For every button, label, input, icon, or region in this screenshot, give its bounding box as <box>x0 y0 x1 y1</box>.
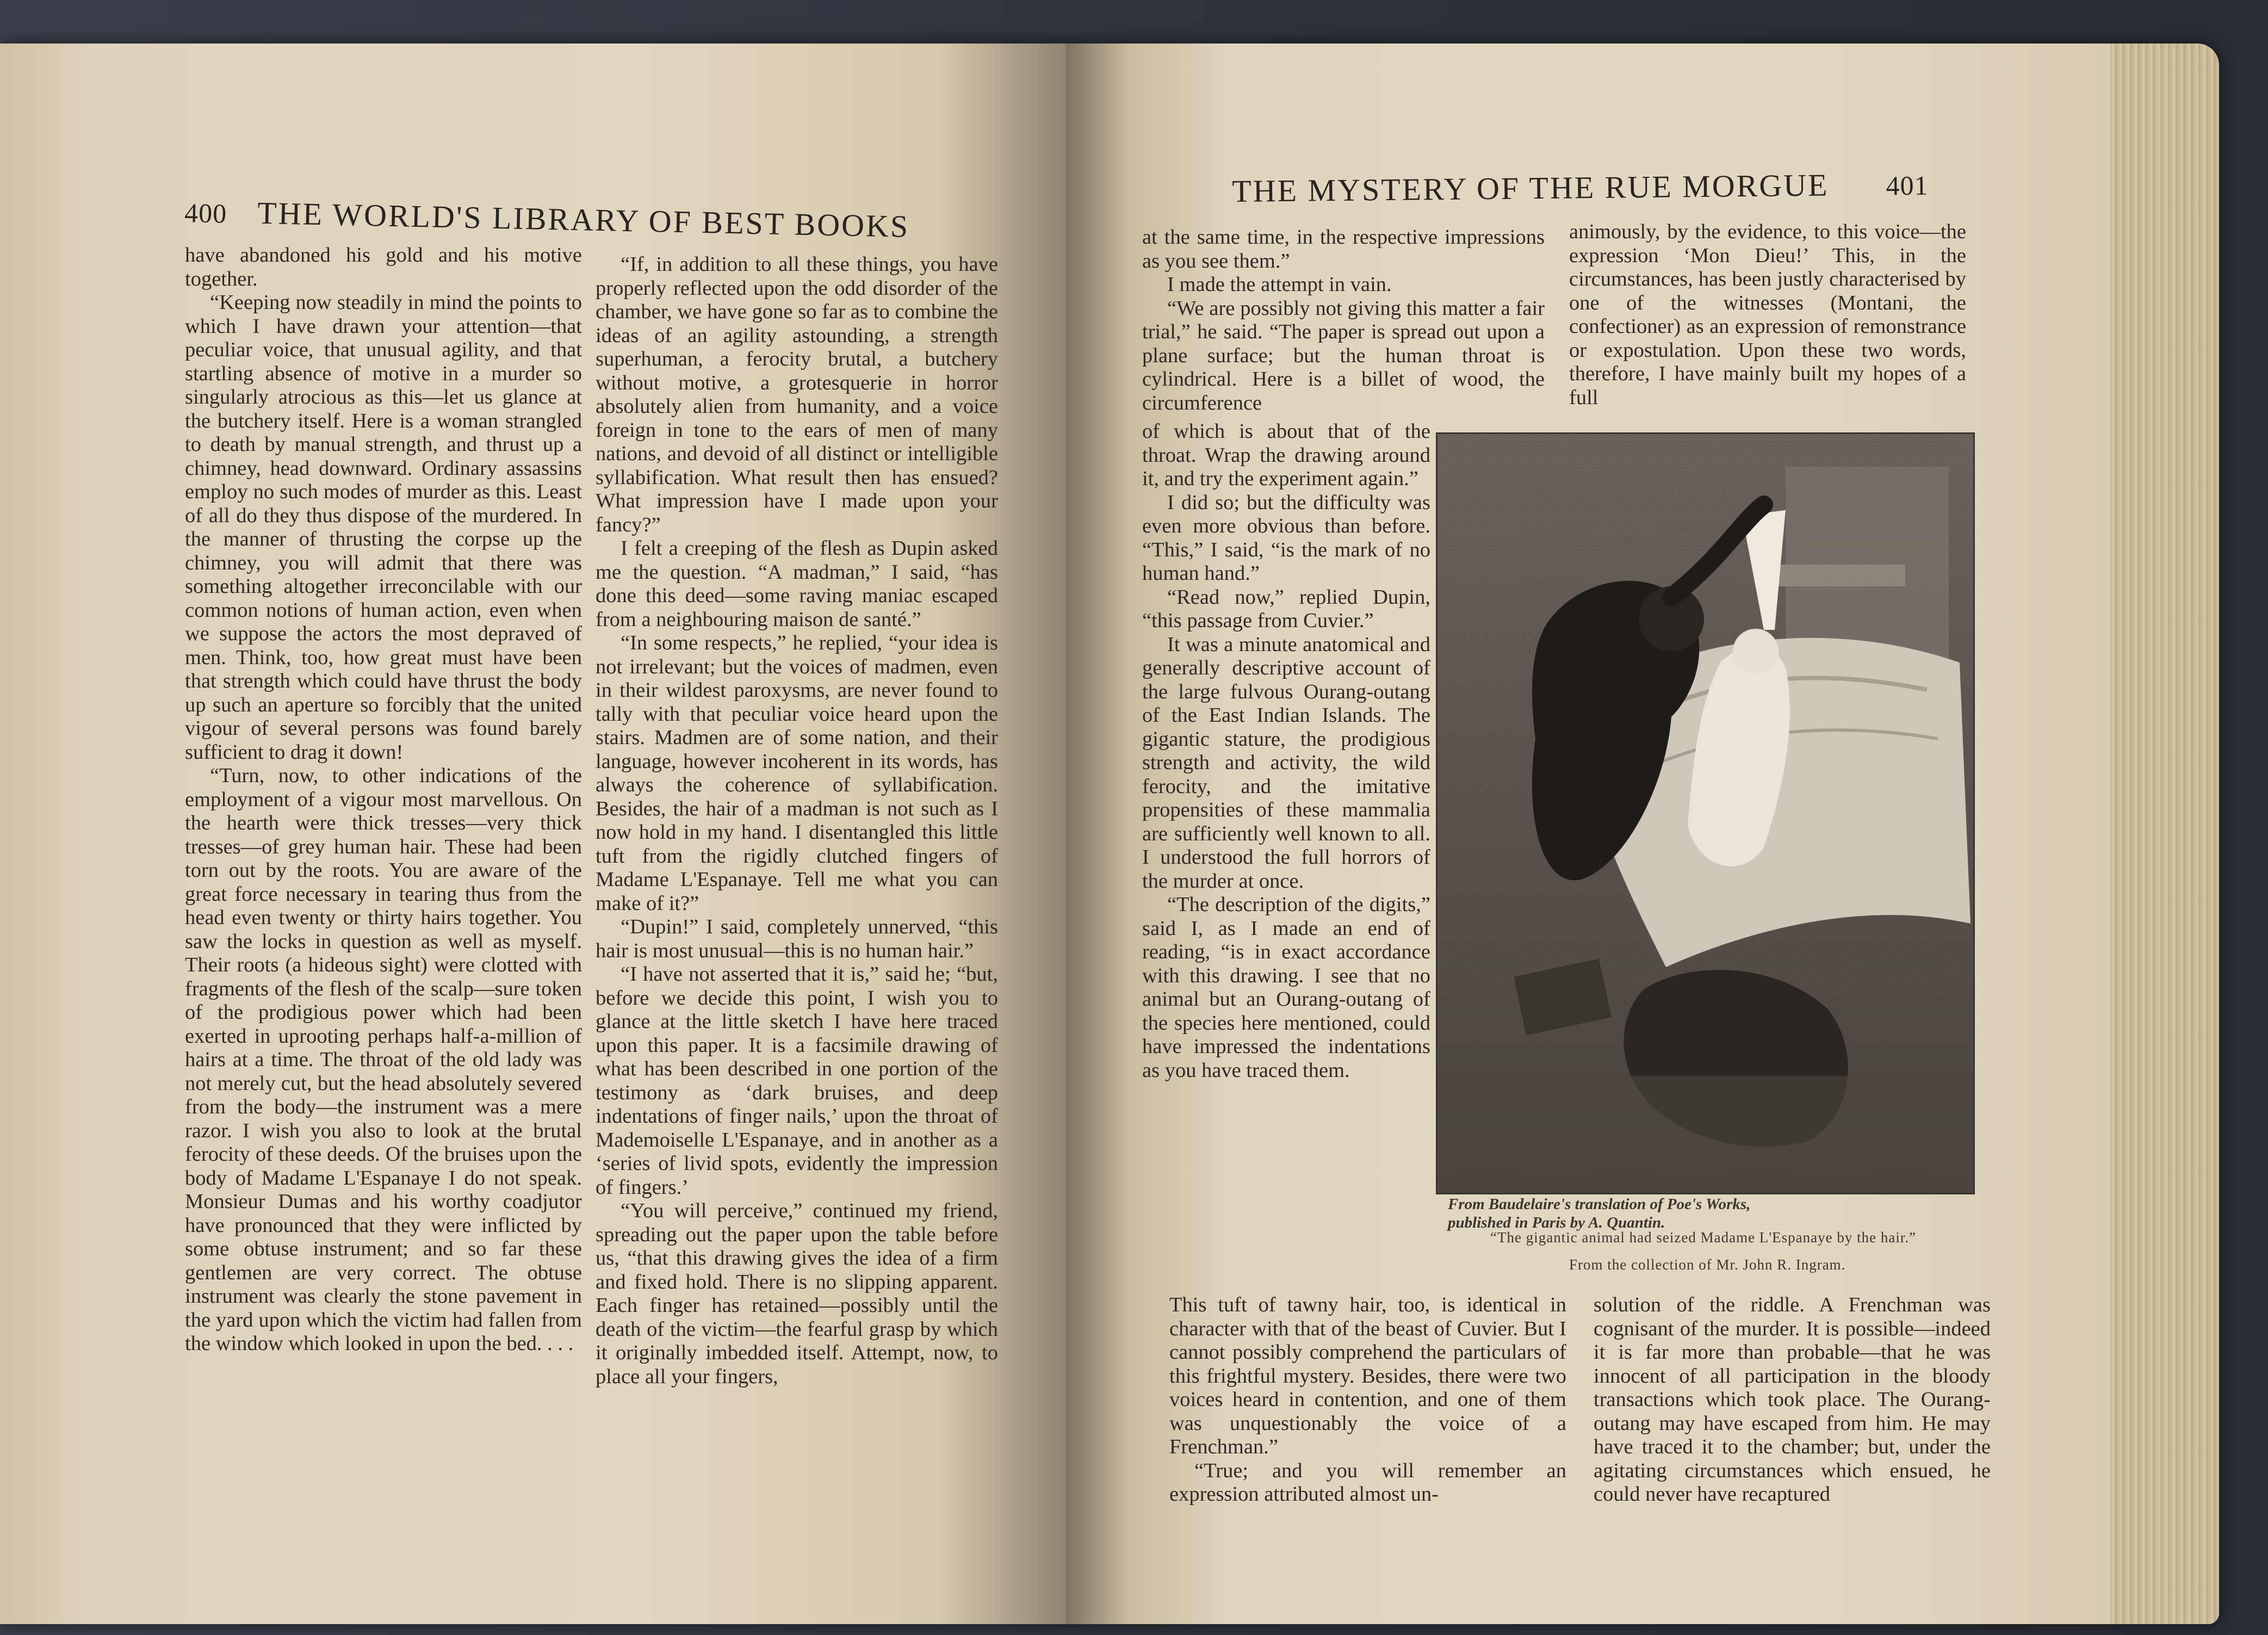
right-column-1-bottom <box>1169 1293 1566 1507</box>
right-running-head <box>1232 166 1929 209</box>
right-column-1-bottom-text <box>1169 1293 1566 1507</box>
paragraph: It was a minute anatomical and generally descriptive account of the large fulvous Ourang-outang of the East Indian Islands. The gigantic stature, the prodigious strength and activity, the wild ferocity, and the imitative propensities of these mammalia are sufficiently well known to all. I understood the full horrors of the murder at once. <box>1142 633 1430 893</box>
paragraph: “In some respects,” he replied, “your idea is not irrelevant; but the voices of madmen, even in their wildest paroxysms, are never found to tally with that peculiar voice heard upon the stairs. Madmen are of some nation, and their language, however incoherent in its words, has always the coherence of syllabification. Besides, the hair of a madman is not such as I now hold in my hand. I disentangled this little tuft from the rigidly clutched fingers of Madame L'Espanaye. Tell me what you can make of it?” <box>596 631 998 915</box>
paragraph: “The description of the digits,” said I, as I made an end of reading, “is in exact accordance with this drawing. I see that no animal but an Ourang-outang of the species here mentioned, could have impressed the indentations as you have traced them. <box>1142 893 1430 1082</box>
right-column-2-bottom <box>1594 1293 1991 1507</box>
paragraph: “Dupin!” I said, completely unnerved, “this hair is most unusual—this is no human hair.” <box>596 915 998 962</box>
paragraph: “You will perceive,” continued my friend, spreading out the paper upon the table before us, “that this drawing gives the idea of a firm and fixed hold. There is no slipping apparent. Each finger has retained—possibly until the death of the victim—the fearful grasp by which it originally imbedded itself. Attempt, now, to place all your fingers, <box>596 1199 998 1388</box>
paragraph: “I have not asserted that it is,” said he; “but, before we decide this point, I wish you to glance at the little sketch I have here traced upon this paper. It is a facsimile drawing of what has been described in one portion of the testimony as ‘dark bruises, and deep indentations of finger nails,’ upon the throat of Mademoiselle L'Espanaye, and in another as a ‘series of livid spots, evidently the impression of fingers.’ <box>596 963 998 1199</box>
left-page-number: 400 <box>184 197 227 229</box>
left-column-1-text <box>185 244 582 1356</box>
page-fore-edge <box>2110 44 2219 1624</box>
left-column-1 <box>185 244 582 1356</box>
right-column-2-top <box>1569 220 1966 410</box>
paragraph: I made the attempt in vain. <box>1167 273 1392 296</box>
illustration-credit-line1: From Baudelaire's translation of Poe's Works, <box>1448 1196 1751 1213</box>
paragraph: “Keeping now steadily in mind the points to which I have drawn your attention—that peculiar voice, that unusual agility, and that startling absence of motive in a murder so singularly atrocious as this—let us glance at the butchery itself. Here is a woman strangled to death by manual strength, and thrust up a chimney, head downward. Ordinary assassins employ no such modes of murder as this. Least of all do they thus dispose of the murdered. In the manner of thrusting the corpse up the chimney, you will admit that there was something altogether irreconcilable with our common notions of human action, even when we suppose the actors the most depraved of men. Think, too, how great must have been that strength which could have thrust the body up such an aperture so forcibly that the united vigour of several persons was found barely sufficient to drag it down! <box>185 291 582 764</box>
illustration-collection: From the collection of Mr. John R. Ingram. <box>1569 1256 1846 1273</box>
paragraph: “True; and you will remember an expression attributed almost un- <box>1169 1459 1566 1506</box>
paragraph: of which is about that of the throat. Wrap the drawing around it, and try the experiment again.” <box>1142 420 1430 490</box>
right-column-1-top-text <box>1142 226 1545 415</box>
right-column-2-top-text <box>1569 220 1966 410</box>
illustration-credit-line2: published in Paris by A. Quantin. <box>1448 1214 1665 1231</box>
paragraph: This tuft of tawny hair, too, is identical in character with that of the beast of Cuvier. But I cannot possibly comprehend the particulars of this frightful mystery. Besides, there were two voices heard in contention, and one of them was unquestionably the voice of a Frenchman.” <box>1169 1293 1566 1458</box>
paragraph: “We are possibly not giving this matter a fair trial,” he said. “The paper is spread out upon a plane surface; but the human throat is cylindrical. Here is a billet of wood, the circumference <box>1142 296 1545 414</box>
right-head-title: THE MYSTERY OF THE RUE MORGUE <box>1232 167 1829 209</box>
left-head-title: THE WORLD'S LIBRARY OF BEST BOOKS <box>257 195 910 244</box>
paragraph: at the same time, in the respective impressions as you see them.” <box>1142 226 1545 272</box>
right-column-narrow-text <box>1142 420 1430 1082</box>
paragraph: “If, in addition to all these things, you have properly reflected upon the odd disorder of the chamber, we have gone so far as to combine the ideas of an agility astounding, a strength superhuman, a ferocity brutal, a butchery without motive, a grotesquerie in horror absolutely alien from humanity, and a voice foreign in tone to the ears of men of many nations, and devoid of all distinct or intelligible syllabification. What result then has ensued? What impression have I made upon your fancy?” <box>596 253 998 536</box>
right-column-2-bottom-text <box>1594 1293 1991 1507</box>
left-column-2-text <box>596 253 998 1389</box>
paragraph: have abandoned his gold and his motive together. <box>185 244 582 290</box>
left-column-2 <box>596 253 998 1389</box>
engraving-scene-icon <box>1437 434 1973 1193</box>
illustration-engraving <box>1436 432 1975 1194</box>
right-column-narrow <box>1142 420 1430 1082</box>
right-page-number: 401 <box>1886 170 1929 201</box>
right-column-1-top <box>1142 226 1545 415</box>
illustration-title: “The gigantic animal had seized Madame L'Espanaye by the hair.” <box>1490 1229 1917 1246</box>
paragraph: “Read now,” replied Dupin, “this passage from Cuvier.” <box>1142 585 1430 632</box>
paragraph: I felt a creeping of the flesh as Dupin asked me the question. “A madman,” I said, “has done this deed—some raving maniac escaped from a neighbouring maison de santé.” <box>596 537 998 631</box>
paragraph: solution of the riddle. A Frenchman was cognisant of the murder. It is possible—indeed it is far more than probable—that he was innocent of all participation in the bloody transactions which took place. The Ourang-outang may have escaped from him. He may have traced it to the chamber; but, under the agitating circumstances which ensued, he could never have recaptured <box>1594 1293 1991 1506</box>
paragraph: “Turn, now, to other indications of the employment of a vigour most marvellous. On the hearth were thick tresses—very thick tresses—of grey human hair. These had been torn out by the roots. You are aware of the great force necessary in tearing thus from the head even twenty or thirty hairs together. You saw the locks in question as well as myself. Their roots (a hideous sight) were clotted with fragments of the flesh of the scalp—sure token of the prodigious power which had been exerted in uprooting perhaps half-a-million of hairs at a time. The throat of the old lady was not merely cut, but the head absolutely severed from the body—the instrument was a mere razor. I wish you also to look at the brutal ferocity of these deeds. Of the bruises upon the body of Madame L'Espanaye I do not speak. Monsieur Dumas and his worthy coadjutor have pronounced that they were inflicted by some obtuse instrument; and so far these gentlemen are very correct. The obtuse instrument was clearly the stone pavement in the yard upon which the victim had fallen from the window which looked in upon the bed. . . . <box>185 764 582 1355</box>
paragraph: I did so; but the difficulty was even more obvious than before. “This,” I said, “is the mark of no human hand.” <box>1142 491 1430 585</box>
paragraph: animously, by the evidence, to this voice—the expression ‘Mon Dieu!’ This, in the circumstances, has been justly characterised by one of the witnesses (Montani, the confectioner) as an expression of remonstrance or expostulation. Upon these two words, therefore, I have mainly built my hopes of a full <box>1569 220 1966 409</box>
